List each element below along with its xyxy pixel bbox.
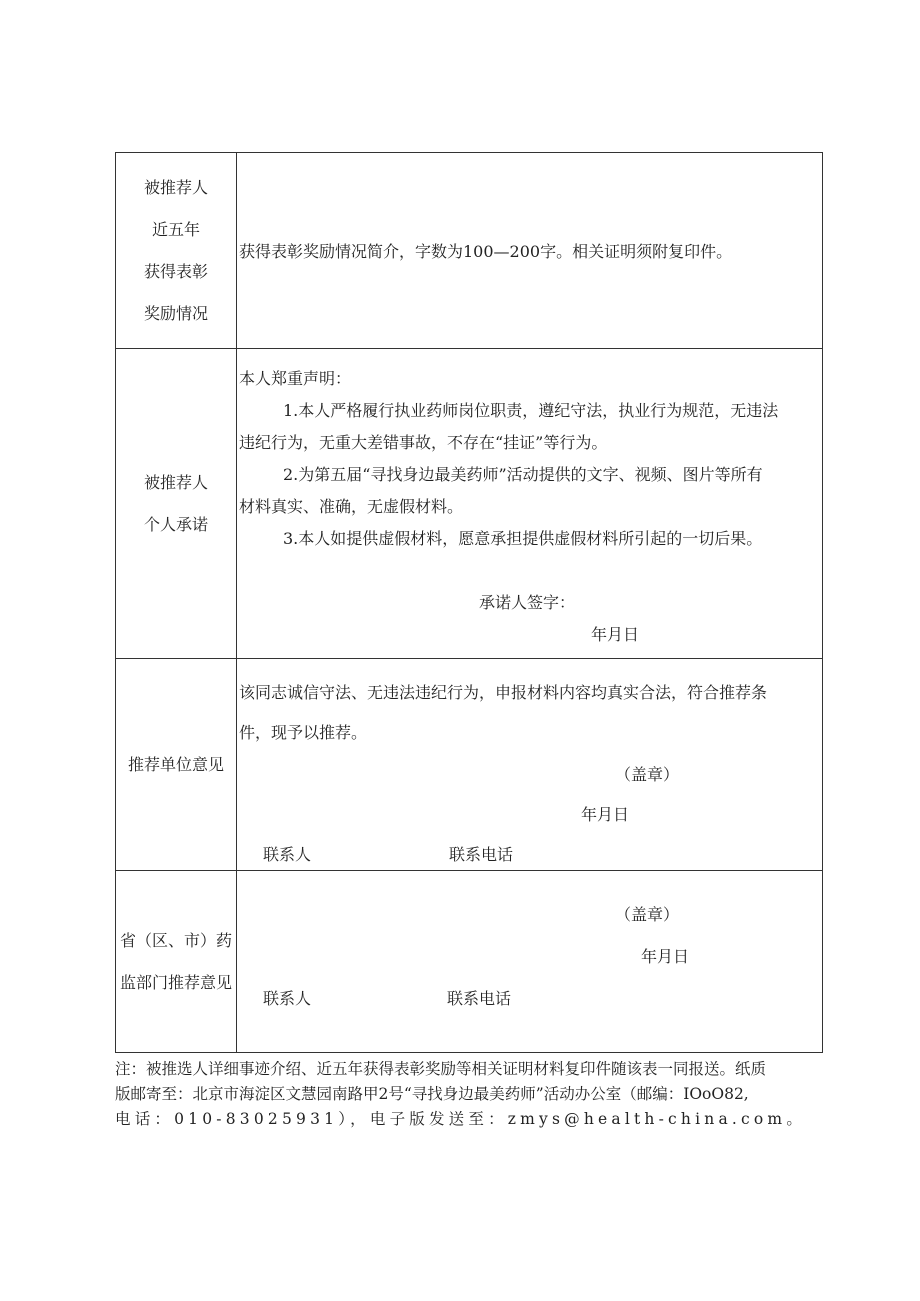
footnote-line-1: 注：被推选人详细事迹介绍、近五年获得表彰奖励等相关证明材料复印件随该表一同报送。纸质 [115, 1060, 767, 1078]
unit-label-cell [116, 659, 237, 871]
pledge-item-3: 3.本人如提供虚假材料，愿意承担提供虚假材料所引起的一切后果。 [283, 529, 763, 548]
pledge-signature-label: 承诺人签字： [479, 593, 576, 612]
province-label-line: 监部门推荐意见 [119, 972, 232, 992]
awards-row [116, 153, 823, 349]
awards-summary-text: 获得表彰奖励情况简介，字数为100—200字。相关证明须附复印件。 [239, 242, 733, 261]
recommendation-form-table [115, 152, 823, 1053]
province-opinion-row [116, 871, 823, 1053]
province-contact-label: 联系人 [263, 989, 312, 1008]
unit-phone-label: 联系电话 [449, 845, 514, 864]
unit-opinion-line-2: 件，现予以推荐。 [239, 723, 368, 742]
pledge-item-2-line-1: 2.为第五届“寻找身边最美药师”活动提供的文字、视频、图片等所有 [283, 465, 763, 484]
unit-label: 推荐单位意见 [127, 754, 224, 774]
unit-opinion-row [116, 659, 823, 871]
province-label-cell [116, 871, 237, 1053]
province-phone-label: 联系电话 [447, 989, 512, 1008]
pledge-label-line: 个人承诺 [143, 514, 208, 534]
unit-date: 年月日 [581, 805, 630, 824]
footnote [115, 1057, 827, 1132]
pledge-label-cell [116, 349, 237, 659]
pledge-date: 年月日 [591, 625, 640, 644]
province-label-line: 省（区、市）药 [119, 930, 232, 950]
pledge-item-2-line-2: 材料真实、准确，无虚假材料。 [239, 497, 464, 516]
awards-content-cell[interactable] [237, 153, 823, 349]
pledge-row [116, 349, 823, 659]
awards-label-line: 近五年 [151, 219, 200, 239]
footnote-line-2: 版邮寄至：北京市海淀区文慧园南路甲2号“寻找身边最美药师”活动办公室（邮编：IOoO82, [115, 1085, 749, 1103]
awards-label-cell [116, 153, 237, 349]
unit-content-cell [237, 659, 823, 871]
pledge-item-1-line-1: 1.本人严格履行执业药师岗位职责，遵纪守法，执业行为规范，无违法 [283, 401, 779, 420]
pledge-content-cell [237, 349, 823, 659]
province-content-cell [237, 871, 823, 1053]
awards-label-line: 奖励情况 [143, 303, 208, 323]
pledge-intro: 本人郑重声明： [239, 369, 352, 388]
unit-contact-label: 联系人 [263, 845, 312, 864]
province-date: 年月日 [641, 947, 690, 966]
unit-seal: （盖章） [615, 765, 680, 784]
awards-label-line: 获得表彰 [143, 261, 208, 281]
unit-opinion-line-1: 该同志诚信守法、无违法违纪行为，申报材料内容均真实合法，符合推荐条 [239, 683, 768, 702]
footnote-line-3: 电话：010-83025931），电子版发送至：zmys@health-china.com。 [115, 1110, 807, 1128]
pledge-item-1-line-2: 违纪行为，无重大差错事故，不存在“挂证”等行为。 [239, 433, 608, 452]
awards-label-line: 被推荐人 [143, 177, 208, 197]
pledge-label-line: 被推荐人 [143, 472, 208, 492]
province-seal: （盖章） [615, 905, 680, 924]
